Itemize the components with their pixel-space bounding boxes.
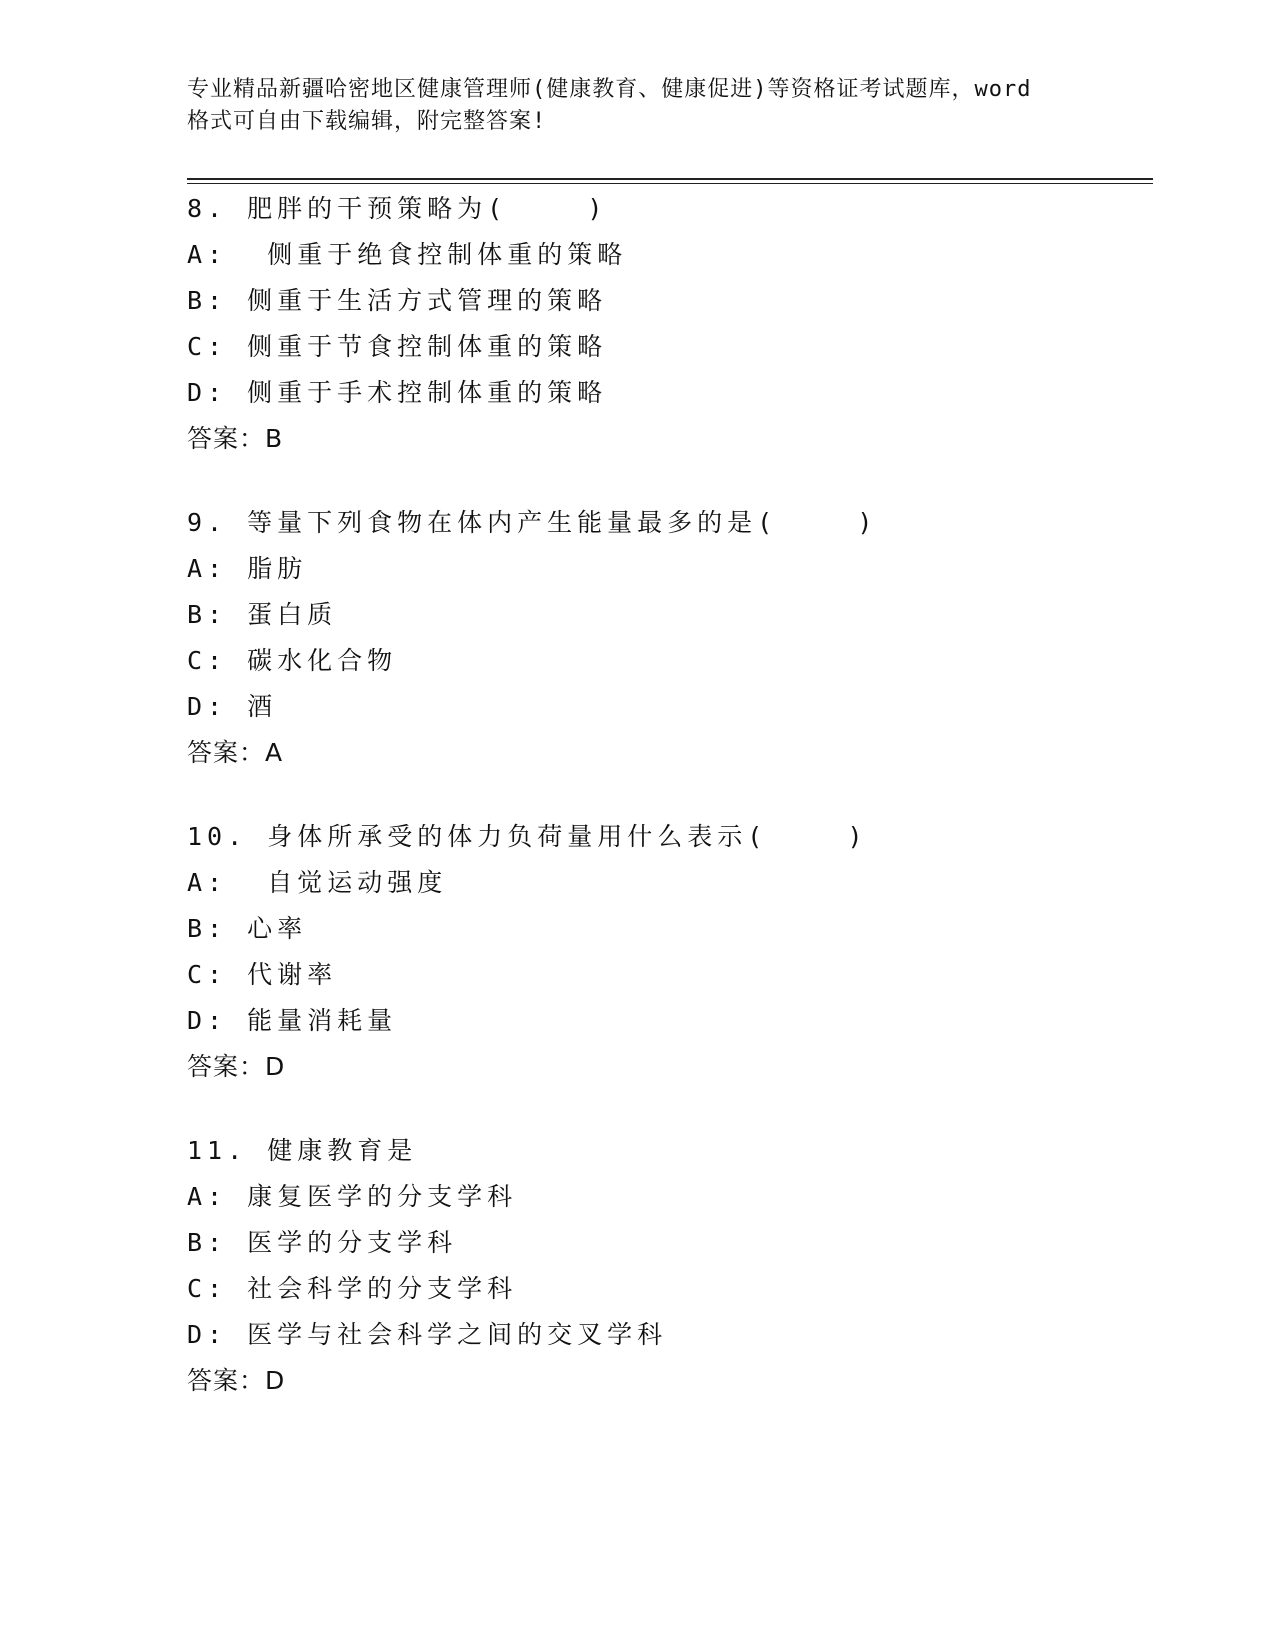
question-stem: 11. 健康教育是 <box>187 1136 418 1165</box>
question-11 <box>187 1128 1137 1404</box>
document-header <box>187 74 1087 138</box>
answer-line: 答案：B <box>187 424 284 453</box>
header-divider-thick <box>187 178 1153 180</box>
option-a: A: 侧重于绝食控制体重的策略 <box>187 240 628 269</box>
option-c: C: 侧重于节食控制体重的策略 <box>187 332 608 361</box>
option-a: A: 自觉运动强度 <box>187 868 448 897</box>
question-8 <box>187 186 1137 462</box>
question-stem: 10. 身体所承受的体力负荷量用什么表示( ) <box>187 822 868 851</box>
option-d: D: 医学与社会科学之间的交叉学科 <box>187 1320 668 1349</box>
option-d: D: 侧重于手术控制体重的策略 <box>187 378 608 407</box>
answer-line: 答案：A <box>187 738 284 767</box>
answer-line: 答案：D <box>187 1052 286 1081</box>
question-9 <box>187 500 1137 776</box>
question-stem: 9. 等量下列食物在体内产生能量最多的是( ) <box>187 508 878 537</box>
answer-line: 答案：D <box>187 1366 286 1395</box>
header-line-2: 格式可自由下载编辑，附完整答案! <box>187 109 547 134</box>
option-d: D: 酒 <box>187 692 278 721</box>
question-10 <box>187 814 1137 1090</box>
option-b: B: 侧重于生活方式管理的策略 <box>187 286 608 315</box>
option-c: C: 代谢率 <box>187 960 338 989</box>
header-divider-thin <box>187 183 1153 184</box>
option-b: B: 医学的分支学科 <box>187 1228 458 1257</box>
option-c: C: 社会科学的分支学科 <box>187 1274 518 1303</box>
option-b: B: 心率 <box>187 914 308 943</box>
option-a: A: 康复医学的分支学科 <box>187 1182 518 1211</box>
question-stem: 8. 肥胖的干预策略为( ) <box>187 194 608 223</box>
option-c: C: 碳水化合物 <box>187 646 398 675</box>
option-b: B: 蛋白质 <box>187 600 338 629</box>
option-a: A: 脂肪 <box>187 554 308 583</box>
header-line-1: 专业精品新疆哈密地区健康管理师(健康教育、健康促进)等资格证考试题库，word <box>187 77 1032 102</box>
option-d: D: 能量消耗量 <box>187 1006 398 1035</box>
